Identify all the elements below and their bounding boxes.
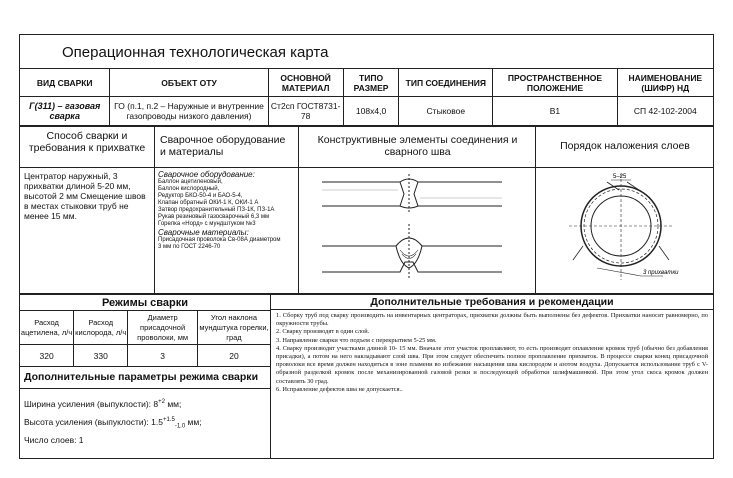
nd-value: СП 42-102-2004 (617, 97, 713, 126)
col-object: ОБЪЕКТ ОТУ (110, 69, 268, 97)
order-title: Порядок наложения слоев (560, 140, 690, 152)
height-up: +1.5 (162, 417, 175, 423)
requirement-item: 6. Исправление дефектов шва не допускается.. (276, 385, 403, 393)
width-tol: +2 (158, 399, 165, 405)
object-value: ГО (п.1, п.2 – Наружные и внутренние газопроводы низкого давления) (110, 97, 268, 126)
joint-value: Стыковое (399, 97, 493, 126)
equipment-heading: Сварочное оборудование: (158, 170, 255, 179)
requirement-item: 4. Сварку производят участками длиной 10- 15 мм. Вначале этот участок проплавляют, то есть производят оплавление кромок труб (обычно без добавления присадки), а потом на него накладывают слой шва. При этом следует обеспечить полное проплавление прихваток. В процессе сварки конец присадочной проволоки все время должен находиться в зоне пламени во избежание насыщения шва кислородом и азотом воздуха. Допускается использование труб с V-образной разделкой кромок после механизированной газовой резки и последующей обработки шлифмашинкой. При этом угол скоса кромок должен составлять 30 град. (276, 344, 708, 385)
construct-title: Конструктивные элементы соединения и сварного шва (317, 134, 518, 158)
mode-header: Расход кислорода, л/ч (74, 311, 128, 345)
plate-right-top (414, 182, 502, 206)
mode-header: Угол наклона мундштука горелки, град (197, 311, 270, 345)
mode-value: 3 (128, 345, 198, 367)
mode-value: 330 (74, 345, 128, 367)
col-vid: ВИД СВАРКИ (20, 69, 110, 97)
layers-line: Число слоев: 1 (24, 435, 84, 445)
height-down: -1.0 (174, 423, 186, 430)
width-label: Ширина усиления (выпуклости): 8 (24, 398, 159, 409)
method-title: Способ сварки и требования к прихватке (28, 130, 146, 154)
joint-drawing (300, 168, 534, 292)
layers-drawing (537, 168, 713, 292)
modes-table (19, 294, 271, 367)
height-unit: мм; (185, 416, 202, 427)
requirement-item: 1. Сборку труб под сварку производить на инвентарных центраторах, прихватки должны быть выполнены без дефектов. Прихватки наносят равномерно, по окружности трубы. (276, 312, 708, 328)
weld-reinforcement (322, 238, 502, 246)
col-joint: ТИП СОЕДИНЕНИЯ (399, 69, 493, 97)
dim-label: 5–25 (613, 174, 627, 180)
vid-value: Г(311) – газовая сварка (20, 97, 110, 126)
equipment-line: Рукав резиновый газосварочный 6,3 мм (158, 214, 270, 220)
col-position: ПРОСТРАНСТВЕННОЕ ПОЛОЖЕНИЕ (493, 69, 617, 97)
header-table (19, 68, 714, 126)
col-nd: НАИМЕНОВАНИЕ (ШИФР) НД (617, 69, 713, 97)
col-material: ОСНОВНОЙ МАТЕРИАЛ (268, 69, 343, 97)
extra-params-title: Дополнительные параметры режима сварки (24, 371, 259, 383)
modes-title: Режимы сварки (20, 295, 271, 311)
plate-left-top (322, 182, 404, 206)
width-line (24, 397, 181, 409)
width-unit: мм; (164, 398, 182, 409)
requirements-list (276, 312, 708, 394)
mode-header: Диаметр присадочной проволоки, мм (128, 311, 198, 345)
page-title: Операционная технологическая карта (62, 44, 329, 61)
mode-header: Расход ацетилена, л/ч (20, 311, 74, 345)
equipment-line: Затвор предохранительный ПЗ-1К, ПЗ-1А (158, 207, 275, 213)
requirements-title: Дополнительные требования и рекомендации (370, 296, 614, 308)
equipment-line: Горелка «Норд» с мундштуком №3 (158, 221, 256, 227)
col-size: ТИПО РАЗМЕР (343, 69, 398, 97)
equipment-list (158, 170, 298, 251)
equipment-line: Баллон ацетиленовый, (158, 179, 223, 185)
height-line (24, 415, 202, 432)
material-value: Ст2сп ГОСТ8731-78 (268, 97, 343, 126)
size-value: 108х4,0 (343, 97, 398, 126)
mode-value: 20 (197, 345, 270, 367)
requirement-item: 2. Сварку производят в один слой. (276, 328, 370, 336)
equipment-title: Сварочное оборудование и материалы (160, 134, 286, 158)
position-value: В1 (493, 97, 617, 126)
equipment-line: Клапан обратный ОКИ-1 К, ОКИ-1 А (158, 200, 259, 206)
equipment-line: Редуктор БКО-50-4 и БАО-5-4, (158, 193, 243, 199)
requirement-item: 3. Направление сварки что подъем с перекрытием 5-25 мм. (276, 336, 437, 344)
mode-value: 320 (20, 345, 74, 367)
materials-line: Присадочная проволока Св-08А диаметром (158, 237, 281, 243)
method-text: Центратор наружный, 3 прихватки длиной 5-20 мм, высотой 2 мм Смещение швов в местах стыковки труб не менее 15 мм. (24, 171, 146, 221)
height-label: Высота усиления (выпуклости): 1.5 (24, 416, 163, 427)
tacks-label: 3 прихватки (643, 270, 679, 276)
materials-line: 3 мм по ГОСТ 2246-70 (158, 244, 221, 250)
materials-heading: Сварочные материалы: (158, 228, 249, 237)
equipment-line: Баллон кислородный, (158, 186, 220, 192)
